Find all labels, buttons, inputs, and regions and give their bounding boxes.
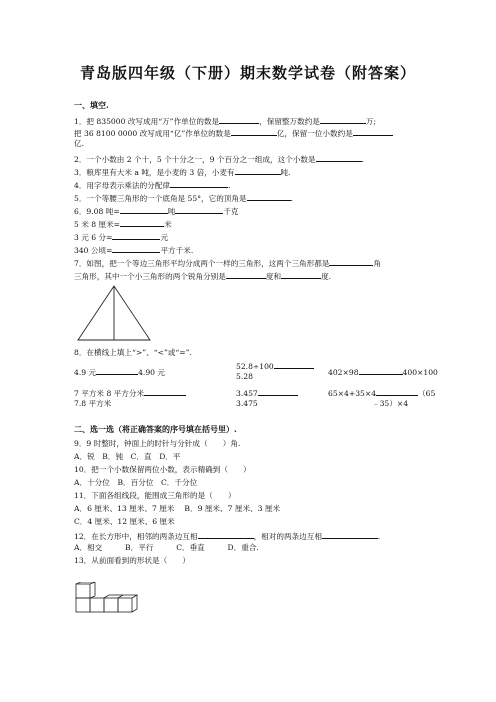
equilateral-triangle-figure	[74, 282, 154, 344]
answer-blank[interactable]	[175, 205, 223, 214]
q1-text-d: 把 36 8100 0000 改写成用“亿”作单位的数是	[74, 129, 231, 138]
answer-blank[interactable]	[219, 115, 259, 124]
answer-blank[interactable]	[235, 166, 281, 175]
question-11-options-1: A．6 厘米、13 厘米、7 厘米 B．9 厘米、7 厘米、3 厘米	[74, 504, 281, 513]
answer-blank[interactable]	[316, 153, 365, 164]
answer-blank[interactable]	[274, 360, 314, 369]
q1-text-e: 亿，保留一位小数约是	[276, 129, 353, 138]
q8-r2c2-left: 3.457	[236, 389, 258, 398]
q8-r1c3-left: 402×98	[328, 368, 359, 377]
answer-blank[interactable]	[198, 530, 254, 539]
answer-blank[interactable]	[247, 192, 291, 201]
q6-text-i: 平方千米.	[160, 246, 194, 255]
q3-text-a: 3．粮库里有大米 a 吨，是小麦的 3 倍，小麦有	[74, 168, 235, 177]
question-7-line1	[74, 257, 381, 269]
question-10: 10．把一个小数保留两位小数，表示精确到（ ）	[74, 465, 251, 474]
q6-text-b: 吨	[167, 207, 176, 216]
question-6-line3	[74, 231, 168, 243]
section-heading-choice: 二、选一选（将正确答案的序号填在括号里）.	[74, 424, 237, 434]
question-11: 11．下面各组线段，能围成三角形的是（ ）	[74, 491, 236, 500]
question-1-line3	[74, 139, 84, 149]
question-6-line1	[74, 205, 239, 217]
q6-text-a: 6．9.08 吨=	[74, 207, 120, 216]
answer-blank[interactable]	[226, 270, 266, 279]
q8-r2c3-c: ﹣35）×4	[372, 399, 409, 408]
question-8: 8．在横线上填上“>”、“<”或“=”.	[74, 348, 192, 357]
q8-r2c1-left: 7 平方米 8 平方分米	[74, 389, 145, 398]
answer-blank[interactable]	[329, 257, 373, 266]
answer-blank[interactable]	[359, 366, 403, 375]
question-7-line2	[74, 270, 331, 282]
question-6-line2	[74, 218, 172, 230]
question-1-line1	[74, 115, 376, 127]
q6-text-g: 元	[160, 233, 169, 242]
answer-blank[interactable]	[112, 244, 160, 253]
question-10-options: A．十分位 B．百分位 C．千分位	[74, 478, 198, 487]
q8-r1c1-right: 4.90 元	[138, 368, 166, 377]
answer-blank[interactable]	[170, 179, 231, 190]
q8-r2c3-left: 65×4+35×4	[328, 389, 377, 398]
q12-text-a: 12．在长方形中，相邻的两条边互相	[74, 532, 198, 541]
question-6-line4	[74, 244, 193, 256]
answer-blank[interactable]	[320, 115, 366, 124]
q12-text-b: ，相对的两条边互相	[253, 532, 322, 541]
q5-text-b: .	[290, 194, 293, 203]
question-11-options-2: C．4 厘米、12 厘米、6 厘米	[74, 517, 175, 526]
q6-text-c: 千克	[223, 207, 239, 216]
q7-text-a: 7．如图，把一个等边三角形平均分成两个一样的三角形，这两个三角形都是	[74, 259, 330, 268]
question-1-line2	[74, 127, 393, 139]
answer-blank[interactable]	[144, 387, 186, 396]
q4-text-a: 4．用字母表示乘法的分配律	[74, 181, 170, 190]
answer-blank[interactable]	[353, 127, 393, 136]
q6-text-h: 340 公顷=	[74, 246, 113, 255]
section-heading-fill: 一、填空.	[74, 100, 109, 110]
q8-r2c3	[328, 387, 435, 399]
q5-text-a: 5．一个等腰三角形的一个底角是 55°，它的顶角是	[74, 194, 247, 203]
question-12	[74, 530, 380, 542]
q1-text-a: 1．把 835000 改写成用“万”作单位的数是	[74, 117, 220, 126]
answer-blank[interactable]	[376, 387, 418, 396]
question-9-options: A．锐 B．钝 C．直 D．平	[74, 452, 181, 461]
question-9: 9．9 时整时，钟面上的时针与分针成（ ）角.	[74, 439, 241, 448]
q8-r1c2	[236, 360, 314, 372]
q1-text-b: ，保留整万数约是	[259, 117, 320, 126]
q8-r1c1-left: 4.9 元	[74, 368, 97, 377]
question-4	[74, 179, 230, 191]
answer-blank[interactable]	[322, 530, 381, 541]
answer-blank[interactable]	[120, 205, 168, 214]
q6-text-e: 米	[164, 220, 172, 229]
q6-text-f: 3 元 6 分=	[74, 233, 113, 242]
answer-blank[interactable]	[231, 127, 277, 136]
q8-r2c2	[236, 387, 298, 399]
q1-text-f: 亿.	[74, 139, 85, 148]
q7-text-b: 角	[373, 259, 382, 268]
answer-blank[interactable]	[112, 231, 160, 240]
question-2	[74, 153, 364, 165]
q2-text: 2．一个小数由 2 个十，5 个十分之一，9 个百分之一组成，这个小数是	[74, 155, 316, 164]
q3-text-b: 吨.	[280, 168, 291, 177]
q2-end: .	[361, 155, 365, 164]
q4-text-b: .	[227, 181, 231, 190]
q12-text-c: .	[377, 532, 381, 541]
q1-text-c: 万;	[365, 117, 377, 126]
q8-r1c3-right: 400×100	[402, 368, 438, 377]
q8-r1c1	[74, 366, 165, 378]
q8-r1c3	[328, 366, 438, 378]
q8-r1c2-b: 5.28	[236, 372, 253, 381]
q7-text-e: 度.	[321, 272, 332, 281]
answer-blank[interactable]	[281, 270, 321, 279]
q6-text-d: 5 米 8 厘米=	[74, 220, 121, 229]
cube-stack-figure	[74, 582, 138, 620]
q8-r2c2-b: 3.475	[236, 399, 258, 408]
answer-blank[interactable]	[96, 366, 138, 375]
q7-text-c: 三角形，其中一个小三角形的两个锐角分别是	[74, 272, 226, 281]
question-12-options: A．相交 B．平行 C．垂直 D．重合.	[74, 543, 259, 552]
question-3	[74, 166, 291, 178]
q8-r1c2-left: 52.8÷100	[236, 362, 274, 371]
page-title: 青岛版四年级（下册）期末数学试卷（附答案）	[79, 64, 416, 82]
answer-blank[interactable]	[258, 387, 298, 396]
answer-blank[interactable]	[120, 218, 164, 227]
q8-r2c1	[74, 387, 186, 399]
question-13: 13．从前面看到的形状是（ ）	[74, 556, 190, 565]
question-5	[74, 192, 293, 204]
q8-r2c3-right: （65	[418, 389, 436, 398]
q7-text-d: 度和	[265, 272, 282, 281]
q8-r2c1-b: 7.8 平方米	[74, 399, 112, 408]
